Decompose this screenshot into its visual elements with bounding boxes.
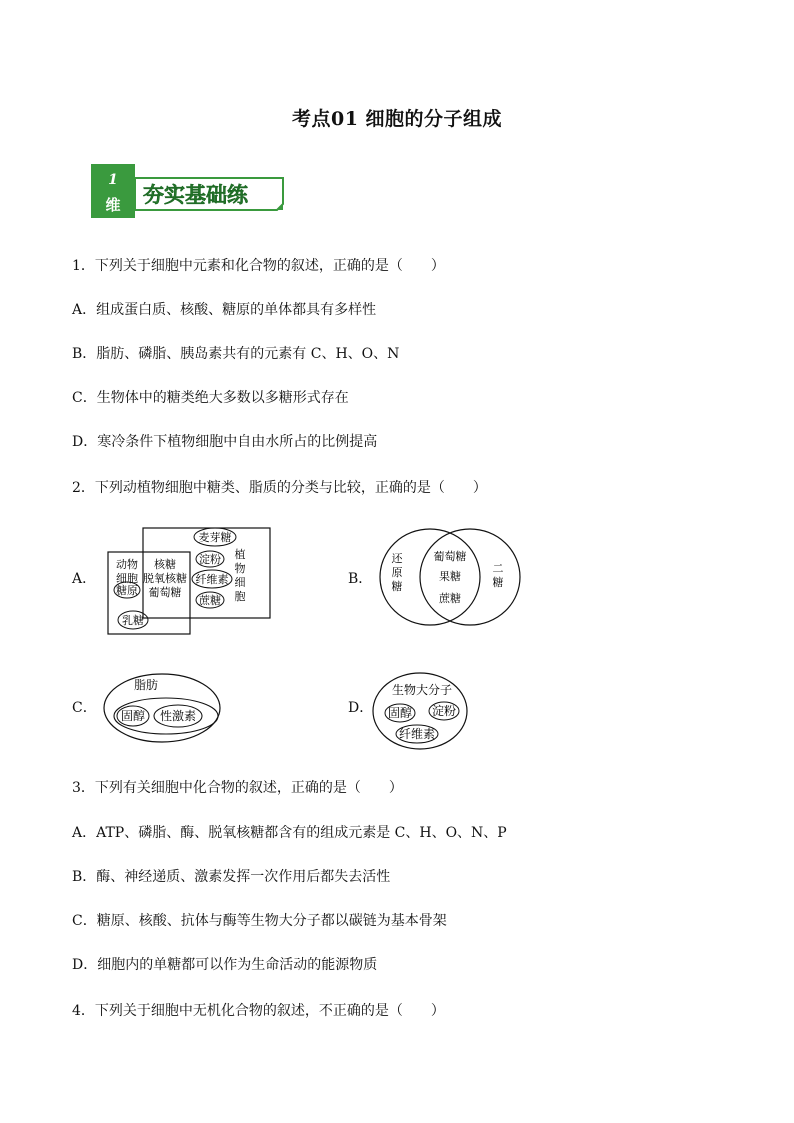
banner-char: 维 (105, 196, 121, 214)
diagB-center-3: 蔗糖 (439, 592, 461, 605)
diagB-center-2: 果糖 (439, 570, 461, 583)
diagB-right-1: 二 (492, 562, 504, 575)
q1-option-a: A．组成蛋白质、核酸、糖原的单体都具有多样性 (72, 302, 377, 318)
diagA-shared-3: 葡萄糖 (148, 586, 182, 599)
q2-label-a: A． (72, 571, 97, 587)
diagA-glycogen: 糖原 (116, 584, 138, 597)
diagB-right-2: 糖 (492, 576, 504, 589)
diagB-center-1: 葡萄糖 (433, 550, 467, 563)
q2-label-c: C． (72, 700, 97, 716)
diagA-starch: 淀粉 (199, 553, 221, 566)
q3-option-d: D．细胞内的单糖都可以作为生命活动的能源物质 (72, 957, 378, 973)
diagC-outer: 脂肪 (133, 678, 159, 692)
banner-number: 1 (108, 172, 118, 188)
diagC-inner1: 固醇 (120, 709, 146, 723)
q2-diagram-a (100, 524, 280, 640)
q2-diagram-d (370, 670, 470, 752)
diagA-plant-4: 胞 (234, 590, 246, 603)
q4-stem: 4．下列关于细胞中无机化合物的叙述，不正确的是（ ） (72, 1003, 445, 1019)
q2-diagram-c (100, 670, 230, 746)
diagD-outer: 生物大分子 (391, 683, 453, 697)
diagA-shared-2: 脱氧核糖 (143, 572, 187, 585)
q2-diagram-b (375, 524, 535, 632)
diagA-maltose: 麦芽糖 (198, 531, 232, 544)
q3-option-c: C．糖原、核酸、抗体与酶等生物大分子都以碳链为基本骨架 (72, 913, 447, 929)
q2-label-b: B． (348, 571, 373, 587)
diagA-sucrose: 蔗糖 (199, 594, 221, 607)
diagA-shared-1: 核糖 (154, 558, 176, 571)
q3-option-a: A．ATP、磷脂、酶、脱氧核糖都含有的组成元素是 C、H、O、N、P (72, 825, 507, 841)
diagA-lactose: 乳糖 (122, 614, 144, 627)
diagA-plant-1: 植 (234, 548, 246, 561)
diagA-plant-3: 细 (234, 576, 246, 589)
diagB-left-2: 原 (391, 566, 403, 579)
diagA-cellulose: 纤维素 (195, 573, 229, 586)
diagA-plant-2: 物 (234, 562, 246, 575)
diagB-left-1: 还 (391, 552, 403, 565)
diagD-inner1: 固醇 (387, 706, 413, 720)
section-banner (91, 164, 291, 220)
q2-label-d: D． (348, 700, 374, 716)
diagA-animal-1: 动物 (116, 558, 138, 571)
diagD-inner2: 淀粉 (431, 704, 457, 718)
q1-stem: 1．下列关于细胞中元素和化合物的叙述，正确的是（ ） (72, 258, 445, 274)
diagC-inner2: 性激素 (159, 709, 197, 723)
q1-option-d: D．寒冷条件下植物细胞中自由水所占的比例提高 (72, 434, 378, 450)
diagB-left-3: 糖 (391, 580, 403, 593)
q2-stem: 2．下列动植物细胞中糖类、脂质的分类与比较，正确的是（ ） (72, 480, 487, 496)
diagA-animal-2: 细胞 (116, 572, 138, 585)
banner-text: 夯实基础练 (143, 182, 248, 207)
q3-option-b: B．酶、神经递质、激素发挥一次作用后都失去活性 (72, 869, 391, 885)
q3-stem: 3．下列有关细胞中化合物的叙述，正确的是（ ） (72, 780, 403, 796)
page-title: 考点01 细胞的分子组成 (291, 108, 503, 130)
diagD-inner3: 纤维素 (398, 727, 436, 741)
q1-option-c: C．生物体中的糖类绝大多数以多糖形式存在 (72, 390, 349, 406)
q1-option-b: B．脂肪、磷脂、胰岛素共有的元素有 C、H、O、N (72, 346, 400, 362)
